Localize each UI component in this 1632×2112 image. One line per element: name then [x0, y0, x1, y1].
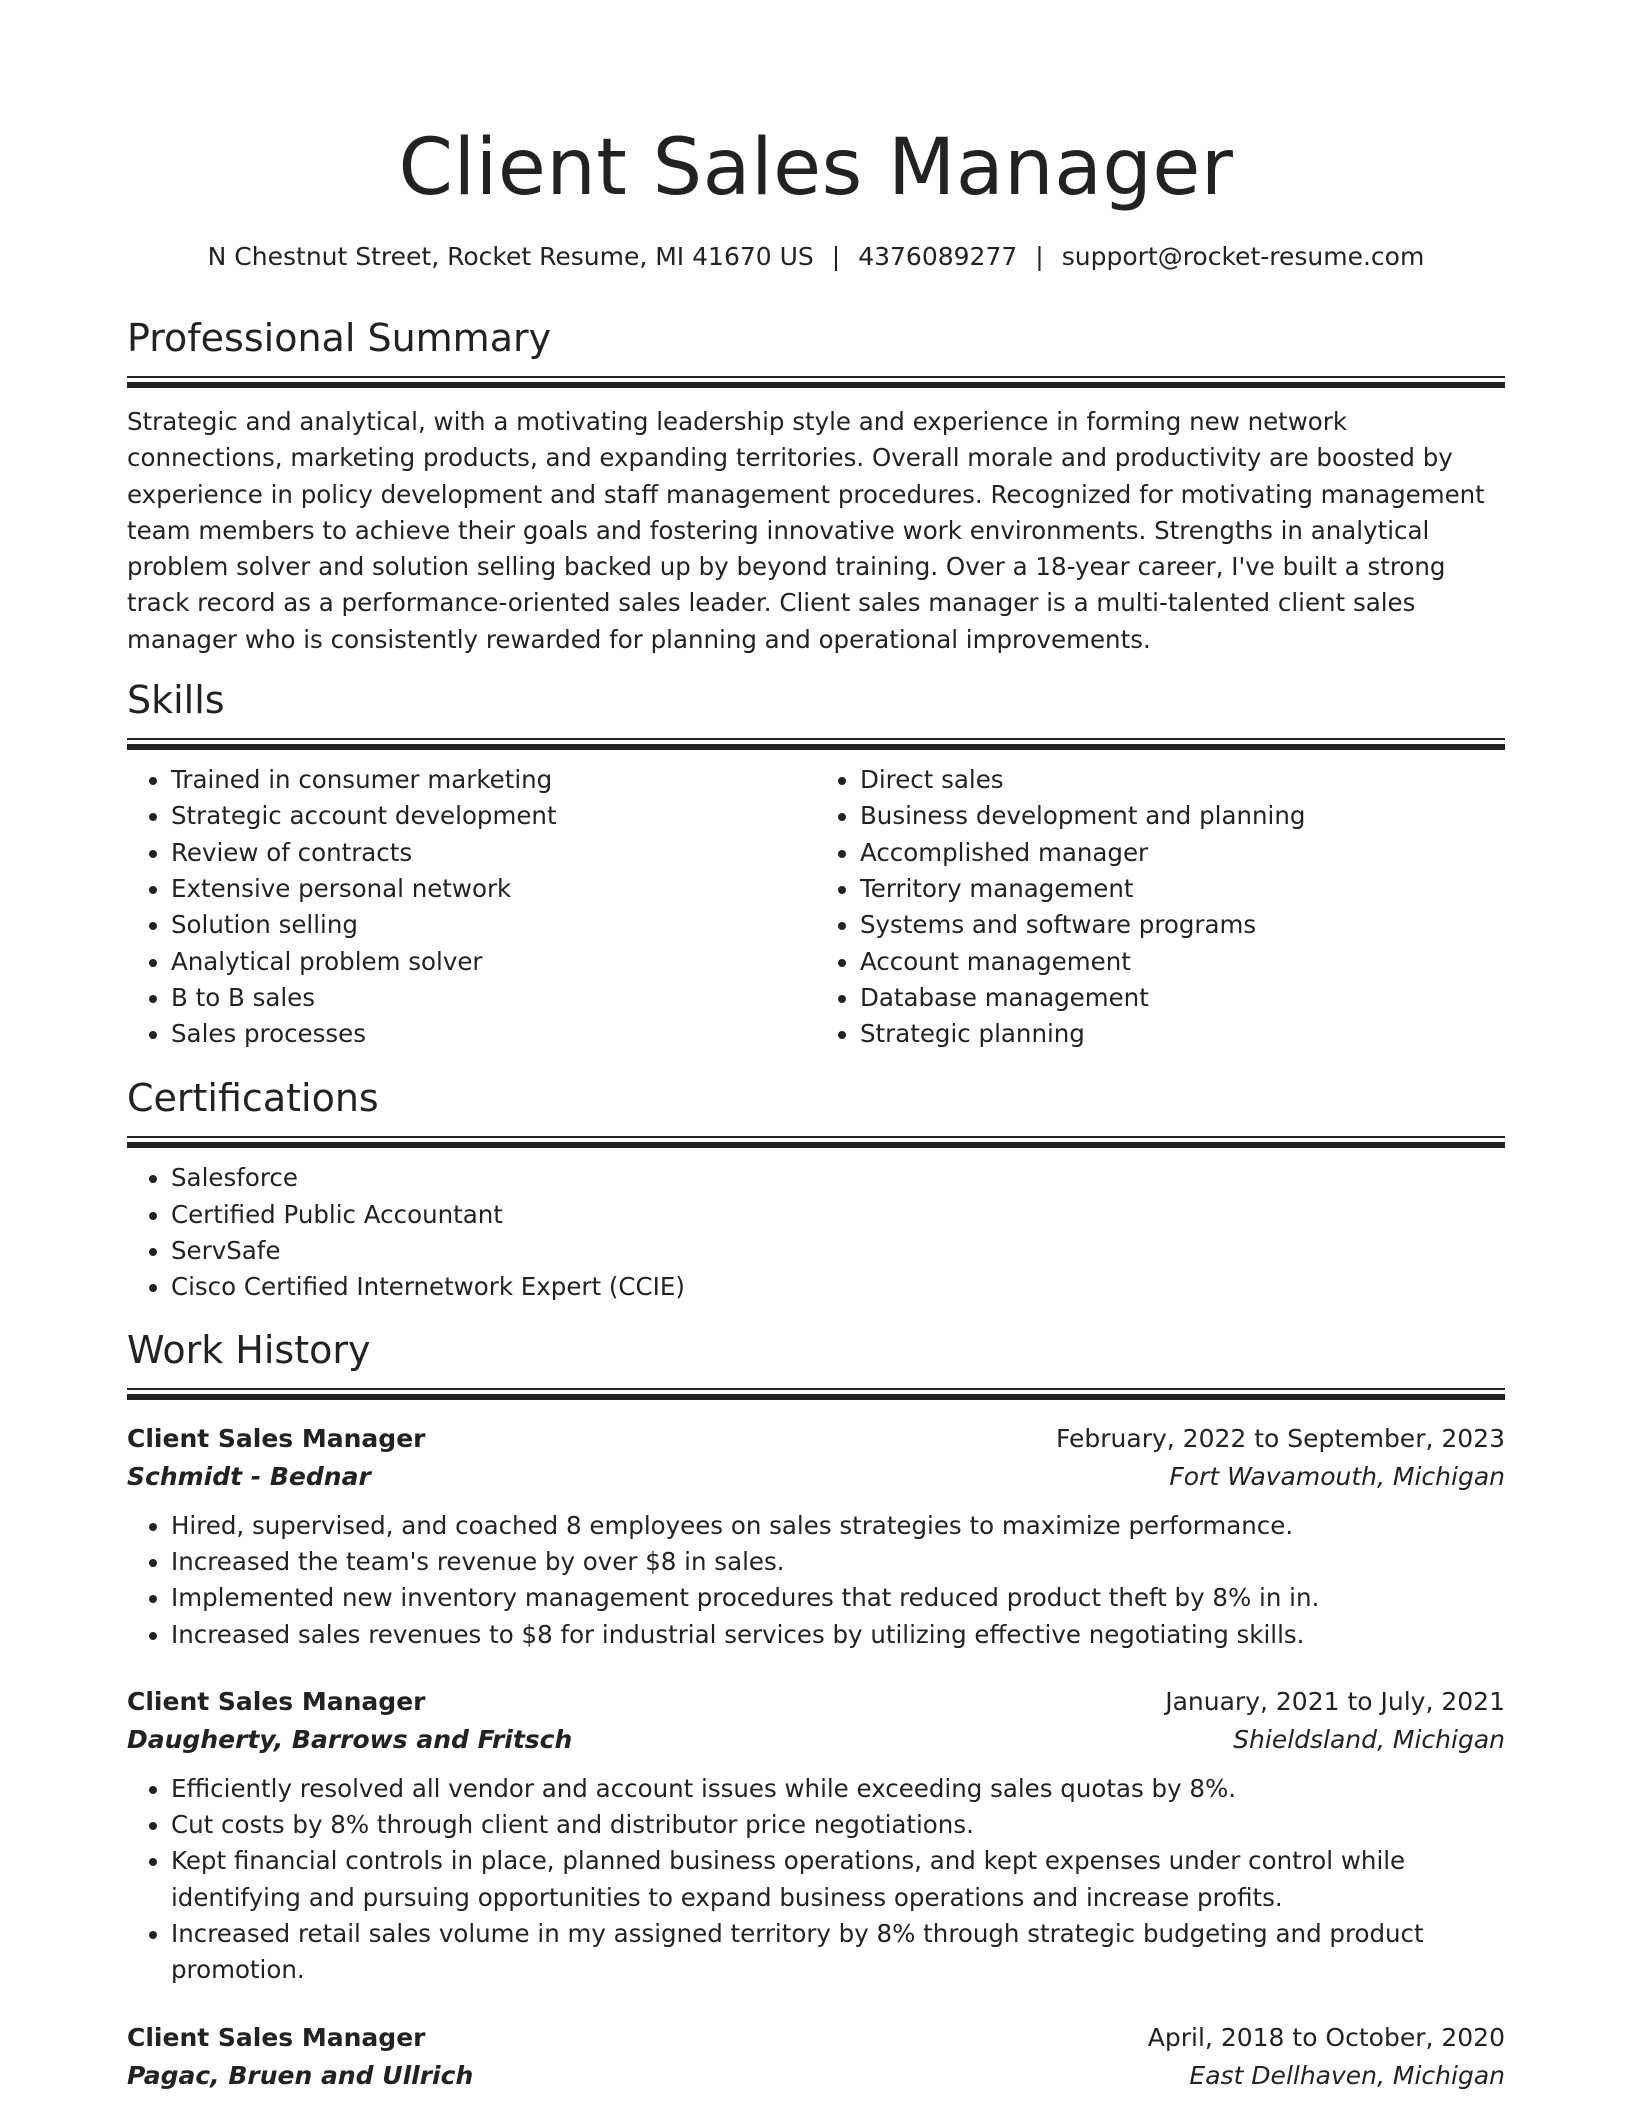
job-dates: February, 2022 to September, 2023 — [1056, 1423, 1505, 1453]
job-entry — [127, 2019, 1505, 2095]
contact-email: support@rocket-resume.com — [1061, 242, 1425, 271]
certifications-heading: Certifications — [127, 1076, 379, 1121]
job-bullet: • Increased sales revenues to $8 for industrial services by utilizing effective negotiating skills. — [171, 1617, 1505, 1653]
skill-item: • Analytical problem solver — [171, 944, 816, 980]
job-dates: January, 2021 to July, 2021 — [1165, 1686, 1505, 1716]
skills-columns — [127, 750, 1505, 1052]
job-location: East Dellhaven, Michigan — [1189, 2060, 1505, 2090]
certifications-section — [127, 1074, 1505, 1305]
skill-item: • B to B sales — [171, 980, 816, 1016]
section-divider — [127, 1388, 1505, 1400]
job-bullet: • Efficiently resolved all vendor and account issues while exceeding sales quotas by 8%. — [171, 1771, 1505, 1807]
summary-section — [127, 314, 1505, 658]
job-location: Shieldsland, Michigan — [1233, 1724, 1505, 1754]
work-history-section — [127, 1326, 1505, 2095]
certification-item: • Salesforce — [171, 1160, 1505, 1196]
skill-item: • Direct sales — [860, 762, 1505, 798]
skill-item: • Systems and software programs — [860, 907, 1505, 943]
section-divider — [127, 376, 1505, 388]
contact-separator: | — [1035, 242, 1044, 271]
job-company: Daugherty, Barrows and Fritsch — [127, 1724, 573, 1754]
job-location: Fort Wavamouth, Michigan — [1169, 1461, 1505, 1491]
certification-item: • Certified Public Accountant — [171, 1197, 1505, 1233]
skill-item: • Sales processes — [171, 1016, 816, 1052]
skill-item: • Account management — [860, 944, 1505, 980]
job-company: Pagac, Bruen and Ullrich — [127, 2060, 474, 2090]
skill-item: • Database management — [860, 980, 1505, 1016]
contact-address: N Chestnut Street, Rocket Resume, MI 41670 US — [207, 242, 814, 271]
job-bullets — [127, 1508, 1505, 1653]
contact-phone: 4376089277 — [858, 242, 1018, 271]
job-bullet: • Increased the team's revenue by over $8 in sales. — [171, 1544, 1505, 1580]
skills-list-right — [816, 762, 1505, 1052]
summary-text: Strategic and analytical, with a motivating leadership style and experience in forming new network connections, marketing products, and expanding territories. Overall morale and productivity are boosted by experience in policy development and staff management procedures. Recognized for motivating management team members to achieve their goals and fostering innovative work environments. Strengths in analytical problem solver and solution selling backed up by beyond training. Over a 18-year career, I've built a strong track record as a performance-oriented sales leader. Client sales manager is a multi-talented client sales manager who is consistently rewarded for planning and operational improvements. — [127, 407, 1485, 654]
skill-item: • Territory management — [860, 871, 1505, 907]
skill-item: • Solution selling — [171, 907, 816, 943]
job-bullet: • Cut costs by 8% through client and distributor price negotiations. — [171, 1807, 1505, 1843]
section-divider — [127, 1136, 1505, 1148]
job-bullet: • Hired, supervised, and coached 8 employees on sales strategies to maximize performance. — [171, 1508, 1505, 1544]
skills-list-left — [127, 762, 816, 1052]
skill-item: • Accomplished manager — [860, 835, 1505, 871]
skill-item: • Strategic planning — [860, 1016, 1505, 1052]
skills-section — [127, 676, 1505, 1052]
skill-item: • Review of contracts — [171, 835, 816, 871]
summary-heading: Professional Summary — [127, 316, 552, 360]
work-history-heading: Work History — [127, 1327, 371, 1372]
skill-item: • Extensive personal network — [171, 871, 816, 907]
job-bullets — [127, 1771, 1505, 1989]
certifications-list — [127, 1160, 1505, 1305]
certification-item: • ServSafe — [171, 1233, 1505, 1269]
job-title: Client Sales Manager — [127, 2022, 426, 2052]
skill-item: • Strategic account development — [171, 798, 816, 834]
job-entry — [127, 1420, 1505, 1653]
job-bullet: • Increased retail sales volume in my assigned territory by 8% through strategic budgeting and product promotion. — [171, 1916, 1505, 1989]
skills-heading: Skills — [127, 678, 225, 723]
skill-item: • Trained in consumer marketing — [171, 762, 816, 798]
contact-separator: | — [831, 242, 841, 271]
section-divider — [127, 738, 1505, 750]
skill-item: • Business development and planning — [860, 798, 1505, 834]
job-entry — [127, 1683, 1505, 1989]
resume-name: Client Sales Manager — [398, 123, 1234, 213]
job-bullet: • Kept financial controls in place, planned business operations, and kept expenses under control while identifying and pursuing opportunities to expand business operations and increase profits. — [171, 1843, 1505, 1916]
job-company: Schmidt - Bednar — [127, 1461, 371, 1491]
job-dates: April, 2018 to October, 2020 — [1147, 2022, 1505, 2052]
job-title: Client Sales Manager — [127, 1686, 426, 1716]
job-title: Client Sales Manager — [127, 1423, 426, 1453]
contact-line — [127, 240, 1505, 274]
certification-item: • Cisco Certified Internetwork Expert (CCIE) — [171, 1269, 1505, 1305]
job-bullet: • Implemented new inventory management procedures that reduced product theft by 8% in in. — [171, 1580, 1505, 1616]
